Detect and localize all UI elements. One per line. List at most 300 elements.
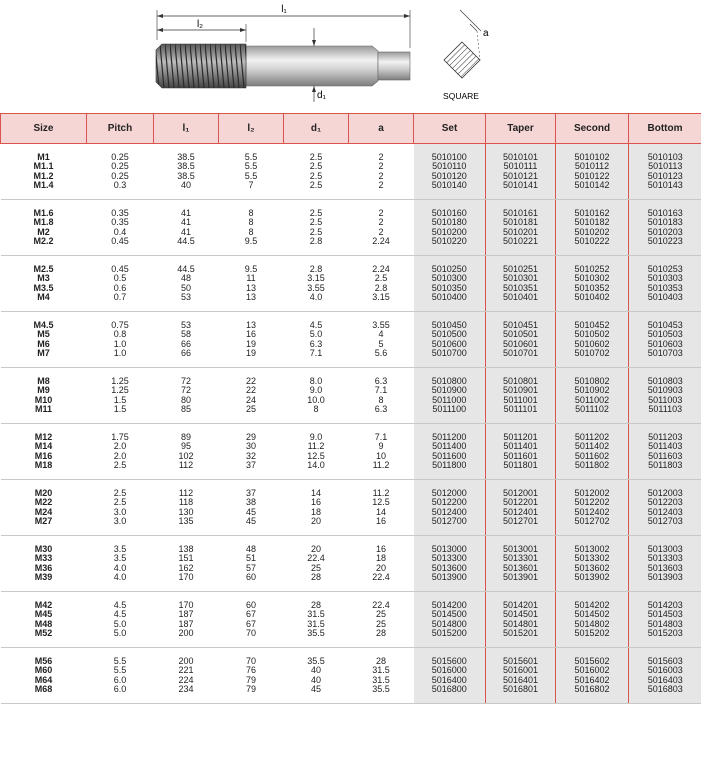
- cell-value: 0.8: [113, 329, 127, 340]
- cell-value: 32: [245, 450, 256, 461]
- cell-value: 5010503: [647, 329, 683, 340]
- cell-value: 5011401: [503, 441, 538, 452]
- cell-value: 2: [378, 170, 384, 181]
- cell-value: 5014500: [431, 609, 467, 620]
- cell-value: 112: [178, 487, 194, 498]
- cell-taper: [486, 480, 556, 536]
- cell-value: 1.0: [113, 338, 127, 349]
- cell-bottom: [629, 256, 701, 312]
- cell-value: 5010352: [574, 282, 610, 293]
- cell-value: 5010351: [502, 282, 539, 293]
- cell-value: 24: [245, 394, 256, 405]
- cell-value: M4.5: [33, 319, 54, 330]
- cell-second: [556, 256, 629, 312]
- cell-value: 35.5: [307, 627, 325, 638]
- cell-value: M1.1: [33, 161, 54, 172]
- cell-value: 13: [245, 282, 256, 293]
- cell-l2: [219, 480, 284, 536]
- cell-value: 16: [375, 515, 386, 526]
- cell-value: 37: [245, 487, 256, 498]
- cell-value: 5011603: [648, 450, 683, 461]
- cell-value: M14: [34, 441, 53, 452]
- cell-value: 5013003: [647, 543, 683, 554]
- cell-value: 2.5: [309, 226, 323, 237]
- table-row-group: [1, 480, 701, 536]
- cell-value: 28: [310, 599, 321, 610]
- cell-l1: [154, 536, 219, 592]
- cell-value: 89: [180, 431, 191, 442]
- cell-value: M3: [37, 273, 50, 284]
- cell-value: 5010203: [647, 226, 683, 237]
- cell-a: [349, 256, 414, 312]
- cell-pitch: [87, 480, 154, 536]
- cell-value: 5015600: [431, 655, 467, 666]
- cell-value: 4.0: [309, 291, 323, 302]
- column-header-taper: Taper: [486, 114, 556, 144]
- column-header-size: Size: [1, 114, 87, 144]
- cell-bottom: [629, 312, 701, 368]
- cell-value: 5011201: [503, 431, 538, 442]
- cell-set: [414, 536, 486, 592]
- cell-value: 38.5: [177, 151, 195, 162]
- cell-value: 10.0: [307, 394, 325, 405]
- cell-value: 20: [310, 515, 321, 526]
- cell-second: [556, 592, 629, 648]
- column-header-set: Set: [414, 114, 486, 144]
- cell-value: M1: [37, 151, 50, 162]
- cell-value: 72: [180, 375, 191, 386]
- cell-value: 170: [178, 599, 194, 610]
- table-row-group: [1, 312, 701, 368]
- cell-l1: [154, 256, 219, 312]
- cell-value: 9.0: [309, 431, 323, 442]
- cell-value: 130: [178, 506, 194, 517]
- cell-d1: [284, 200, 349, 256]
- cell-value: 8: [248, 207, 254, 218]
- cell-value: 41: [180, 217, 191, 228]
- cell-value: 66: [180, 338, 191, 349]
- column-header-l1: l₁: [154, 114, 219, 144]
- cell-set: [414, 256, 486, 312]
- cell-value: 79: [245, 674, 256, 685]
- cell-value: 5010901: [502, 385, 539, 396]
- cell-value: M10: [34, 394, 53, 405]
- cell-value: 2.8: [309, 235, 323, 246]
- cell-value: 5016001: [502, 665, 539, 676]
- cell-value: 5013301: [502, 553, 539, 564]
- cell-value: 5013901: [502, 571, 539, 582]
- cell-value: 5010200: [431, 226, 467, 237]
- cell-value: 4.5: [113, 609, 127, 620]
- cell-value: 13: [245, 291, 256, 302]
- cell-value: 7: [248, 179, 254, 190]
- cell-value: 5015202: [574, 627, 610, 638]
- cell-value: 2.5: [309, 207, 323, 218]
- cell-value: 45: [245, 506, 256, 517]
- cell-size: [1, 536, 87, 592]
- cell-value: 72: [180, 385, 191, 396]
- cell-value: 3.0: [113, 506, 127, 517]
- cell-value: 5.0: [309, 329, 323, 340]
- cell-bottom: [629, 592, 701, 648]
- cell-value: 5011602: [574, 450, 610, 461]
- cell-value: 3.15: [372, 291, 390, 302]
- cell-value: 5014800: [431, 618, 467, 629]
- cell-value: 5.5: [244, 151, 258, 162]
- cell-value: 0.6: [113, 282, 127, 293]
- cell-a: [349, 648, 414, 704]
- cell-value: 5012000: [431, 487, 467, 498]
- cell-value: M2.2: [33, 235, 54, 246]
- cell-value: 5012403: [647, 506, 683, 517]
- cell-value: 5013903: [647, 571, 683, 582]
- cell-pitch: [87, 144, 154, 200]
- cell-value: 5012203: [647, 497, 683, 508]
- cell-bottom: [629, 200, 701, 256]
- cell-value: 5015200: [431, 627, 467, 638]
- cell-value: 14.0: [307, 459, 325, 470]
- cell-value: 5.0: [113, 627, 127, 638]
- cell-a: [349, 536, 414, 592]
- cell-value: 1.75: [111, 431, 129, 442]
- table-row-group: [1, 592, 701, 648]
- cell-value: 48: [245, 543, 256, 554]
- cell-taper: [486, 144, 556, 200]
- cell-value: 20: [375, 562, 386, 573]
- cell-value: 5015601: [502, 655, 539, 666]
- cell-pitch: [87, 648, 154, 704]
- cell-value: 5016403: [647, 674, 683, 685]
- cell-l1: [154, 648, 219, 704]
- cell-value: 5010120: [431, 170, 467, 181]
- cell-set: [414, 368, 486, 424]
- cell-value: 5.5: [113, 665, 127, 676]
- cell-taper: [486, 368, 556, 424]
- l1-label: l₁: [281, 4, 287, 15]
- cell-value: M33: [34, 553, 53, 564]
- cell-value: 2: [378, 207, 384, 218]
- table-row-group: [1, 368, 701, 424]
- cell-value: M6: [37, 338, 50, 349]
- cell-value: 5016803: [647, 683, 683, 694]
- cell-l2: [219, 256, 284, 312]
- cell-value: 5014203: [647, 599, 683, 610]
- cell-value: 38.5: [177, 170, 195, 181]
- cell-value: 5016402: [574, 674, 610, 685]
- cell-set: [414, 312, 486, 368]
- cell-d1: [284, 368, 349, 424]
- cell-value: 38.5: [177, 161, 195, 172]
- cell-value: 2: [378, 217, 384, 228]
- cell-value: 5011102: [575, 403, 609, 414]
- cell-bottom: [629, 144, 701, 200]
- cell-size: [1, 368, 87, 424]
- cell-value: 44.5: [177, 263, 195, 274]
- cell-value: 5013602: [574, 562, 610, 573]
- cell-value: M56: [34, 655, 53, 666]
- cell-value: 3.55: [307, 282, 325, 293]
- cell-value: 102: [178, 450, 194, 461]
- cell-taper: [486, 256, 556, 312]
- cell-value: 5010113: [648, 161, 683, 172]
- cell-value: 187: [178, 609, 194, 620]
- cell-value: 5010140: [431, 179, 467, 190]
- cell-value: 5014200: [431, 599, 467, 610]
- cell-value: 5010501: [502, 329, 539, 340]
- cell-d1: [284, 312, 349, 368]
- cell-value: 41: [180, 207, 191, 218]
- cell-value: 5010223: [647, 235, 683, 246]
- cell-value: 5011203: [648, 431, 683, 442]
- cell-value: 0.45: [111, 263, 129, 274]
- cell-d1: [284, 480, 349, 536]
- cell-value: 18: [310, 506, 321, 517]
- cell-value: 31.5: [372, 674, 390, 685]
- cell-value: 5010301: [502, 273, 539, 284]
- cell-value: 11.2: [372, 459, 390, 470]
- cell-value: 5010112: [574, 161, 610, 172]
- cell-value: 5011403: [648, 441, 683, 452]
- cell-value: 5014502: [574, 609, 610, 620]
- cell-value: 2.24: [372, 263, 390, 274]
- cell-value: 5013900: [431, 571, 467, 582]
- cell-value: 9.5: [244, 263, 258, 274]
- table-row-group: [1, 144, 701, 200]
- table-row-group: [1, 256, 701, 312]
- cell-value: 5011001: [503, 394, 538, 405]
- column-header-pitch: Pitch: [87, 114, 154, 144]
- cell-value: 0.7: [113, 291, 127, 302]
- cell-value: 5010701: [502, 347, 539, 358]
- cell-value: 3.5: [113, 553, 127, 564]
- cell-value: 95: [180, 441, 191, 452]
- cell-value: 5010801: [502, 375, 539, 386]
- cell-l1: [154, 144, 219, 200]
- cell-size: [1, 424, 87, 480]
- cell-value: 2: [378, 151, 384, 162]
- cell-d1: [284, 256, 349, 312]
- cell-value: 5010162: [574, 207, 610, 218]
- cell-value: 5014201: [502, 599, 539, 610]
- cell-value: 5010401: [502, 291, 539, 302]
- cell-value: M22: [34, 497, 53, 508]
- cell-value: M24: [34, 506, 53, 517]
- cell-l1: [154, 200, 219, 256]
- cell-value: 5010103: [647, 151, 683, 162]
- cell-value: 38: [245, 497, 256, 508]
- cell-value: 5014202: [574, 599, 610, 610]
- cell-value: 70: [245, 655, 256, 666]
- cell-second: [556, 368, 629, 424]
- cell-value: 5016003: [647, 665, 683, 676]
- cell-value: 5010803: [647, 375, 683, 386]
- cell-size: [1, 648, 87, 704]
- cell-value: M1.4: [33, 179, 54, 190]
- cell-value: 5010250: [431, 263, 467, 274]
- column-header-bottom: Bottom: [629, 114, 701, 144]
- cell-set: [414, 144, 486, 200]
- cell-value: M3.5: [33, 282, 54, 293]
- cell-size: [1, 144, 87, 200]
- cell-value: 5010163: [647, 207, 683, 218]
- cell-value: 5010453: [647, 319, 683, 330]
- cell-value: 28: [375, 655, 386, 666]
- cell-value: 9: [378, 441, 384, 452]
- cell-value: 5011202: [574, 431, 610, 442]
- cell-value: 5011002: [574, 394, 610, 405]
- cell-value: M12: [34, 431, 53, 442]
- cell-value: 31.5: [307, 609, 325, 620]
- cell-value: 112: [178, 459, 194, 470]
- cell-value: 5010142: [574, 179, 610, 190]
- cell-value: 58: [180, 329, 191, 340]
- cell-value: 2.8: [374, 282, 388, 293]
- cell-size: [1, 312, 87, 368]
- header-row: [1, 114, 701, 144]
- cell-value: 22: [245, 385, 256, 396]
- cell-value: M7: [37, 347, 50, 358]
- cell-a: [349, 480, 414, 536]
- cell-value: 5016400: [431, 674, 467, 685]
- cell-value: 5016000: [431, 665, 467, 676]
- cell-value: 19: [245, 347, 256, 358]
- cell-value: 0.4: [113, 226, 127, 237]
- cell-value: 5011800: [432, 459, 467, 470]
- cell-value: 118: [178, 497, 194, 508]
- table-row-group: [1, 200, 701, 256]
- cell-a: [349, 312, 414, 368]
- cell-value: 5012003: [647, 487, 683, 498]
- cell-size: [1, 480, 87, 536]
- cell-value: 3.5: [113, 543, 127, 554]
- cell-value: 41: [180, 226, 191, 237]
- table-row-group: [1, 536, 701, 592]
- cell-value: M30: [34, 543, 53, 554]
- cell-value: 151: [178, 553, 194, 564]
- cell-value: 37: [245, 459, 256, 470]
- cell-value: 5010502: [574, 329, 610, 340]
- column-header-l2: l₂: [219, 114, 284, 144]
- cell-value: 22: [245, 375, 256, 386]
- cell-value: 5010903: [647, 385, 683, 396]
- cell-value: 4.0: [113, 562, 127, 573]
- cell-value: 2.8: [309, 263, 323, 274]
- cell-value: 5010452: [574, 319, 610, 330]
- cell-value: M68: [34, 683, 53, 694]
- cell-value: 5013902: [574, 571, 610, 582]
- cell-value: 5010450: [431, 319, 467, 330]
- cell-value: 5010161: [502, 207, 539, 218]
- cell-value: 1.5: [113, 403, 127, 414]
- cell-value: 135: [178, 515, 194, 526]
- cell-value: 221: [178, 665, 194, 676]
- cell-value: 44.5: [177, 235, 195, 246]
- cell-value: 5014501: [502, 609, 539, 620]
- cell-value: 80: [180, 394, 191, 405]
- cell-second: [556, 648, 629, 704]
- cell-value: 16: [310, 497, 321, 508]
- cell-value: 2.5: [113, 459, 127, 470]
- cell-value: 67: [245, 618, 256, 629]
- cell-value: 10: [375, 450, 386, 461]
- cell-value: 12.5: [307, 450, 325, 461]
- cell-a: [349, 424, 414, 480]
- cell-value: 6.0: [113, 674, 127, 685]
- cell-value: 5010181: [502, 217, 539, 228]
- l1-dimension: [157, 10, 410, 48]
- cell-value: 31.5: [307, 618, 325, 629]
- cell-value: 6.3: [374, 375, 388, 386]
- cell-bottom: [629, 480, 701, 536]
- cell-value: 5010603: [647, 338, 683, 349]
- cell-value: 5010180: [431, 217, 467, 228]
- cell-value: 0.75: [111, 319, 129, 330]
- cell-value: 5012701: [502, 515, 539, 526]
- cell-value: 5011402: [574, 441, 610, 452]
- cell-value: 5010123: [647, 170, 683, 181]
- cell-value: 234: [178, 683, 194, 694]
- d1-label: d₁: [317, 90, 326, 101]
- cell-value: 5016002: [574, 665, 610, 676]
- cell-value: 5010601: [502, 338, 539, 349]
- cell-value: M2.5: [33, 263, 54, 274]
- cell-value: 5010802: [574, 375, 610, 386]
- cell-value: 25: [310, 562, 321, 573]
- cell-value: M1.6: [33, 207, 54, 218]
- cell-d1: [284, 592, 349, 648]
- cell-value: 5.5: [113, 655, 127, 666]
- cell-value: 5010222: [574, 235, 610, 246]
- cell-bottom: [629, 368, 701, 424]
- cell-value: 5013601: [502, 562, 539, 573]
- cell-value: 5010183: [647, 217, 683, 228]
- cell-value: 5011000: [432, 394, 467, 405]
- cell-value: 51: [245, 553, 256, 564]
- cell-value: 0.25: [111, 170, 129, 181]
- cell-value: 76: [245, 665, 256, 676]
- cell-value: 19: [245, 338, 256, 349]
- cell-value: 22.4: [372, 571, 390, 582]
- cell-taper: [486, 648, 556, 704]
- cell-value: 5010122: [574, 170, 610, 181]
- cell-value: 3.55: [372, 319, 390, 330]
- cell-a: [349, 200, 414, 256]
- cell-value: 2: [378, 161, 384, 172]
- cell-value: 5011200: [432, 431, 467, 442]
- cell-value: 5010182: [574, 217, 610, 228]
- cell-d1: [284, 144, 349, 200]
- cell-value: M11: [34, 403, 52, 414]
- cell-value: 16: [375, 543, 386, 554]
- cell-value: 5012202: [574, 497, 610, 508]
- cell-value: 200: [178, 627, 194, 638]
- cell-value: M20: [34, 487, 53, 498]
- cell-value: M48: [34, 618, 53, 629]
- cell-value: 5011600: [432, 450, 467, 461]
- table-row-group: [1, 648, 701, 704]
- cell-second: [556, 424, 629, 480]
- cell-value: 5010201: [502, 226, 539, 237]
- cell-size: [1, 256, 87, 312]
- cell-value: 2.5: [309, 217, 323, 228]
- cell-value: 11.2: [372, 487, 390, 498]
- tap-body: [156, 44, 410, 88]
- cell-value: M36: [34, 562, 53, 573]
- cell-value: 5012002: [574, 487, 610, 498]
- cell-value: 3.0: [113, 515, 127, 526]
- cell-second: [556, 536, 629, 592]
- cell-taper: [486, 536, 556, 592]
